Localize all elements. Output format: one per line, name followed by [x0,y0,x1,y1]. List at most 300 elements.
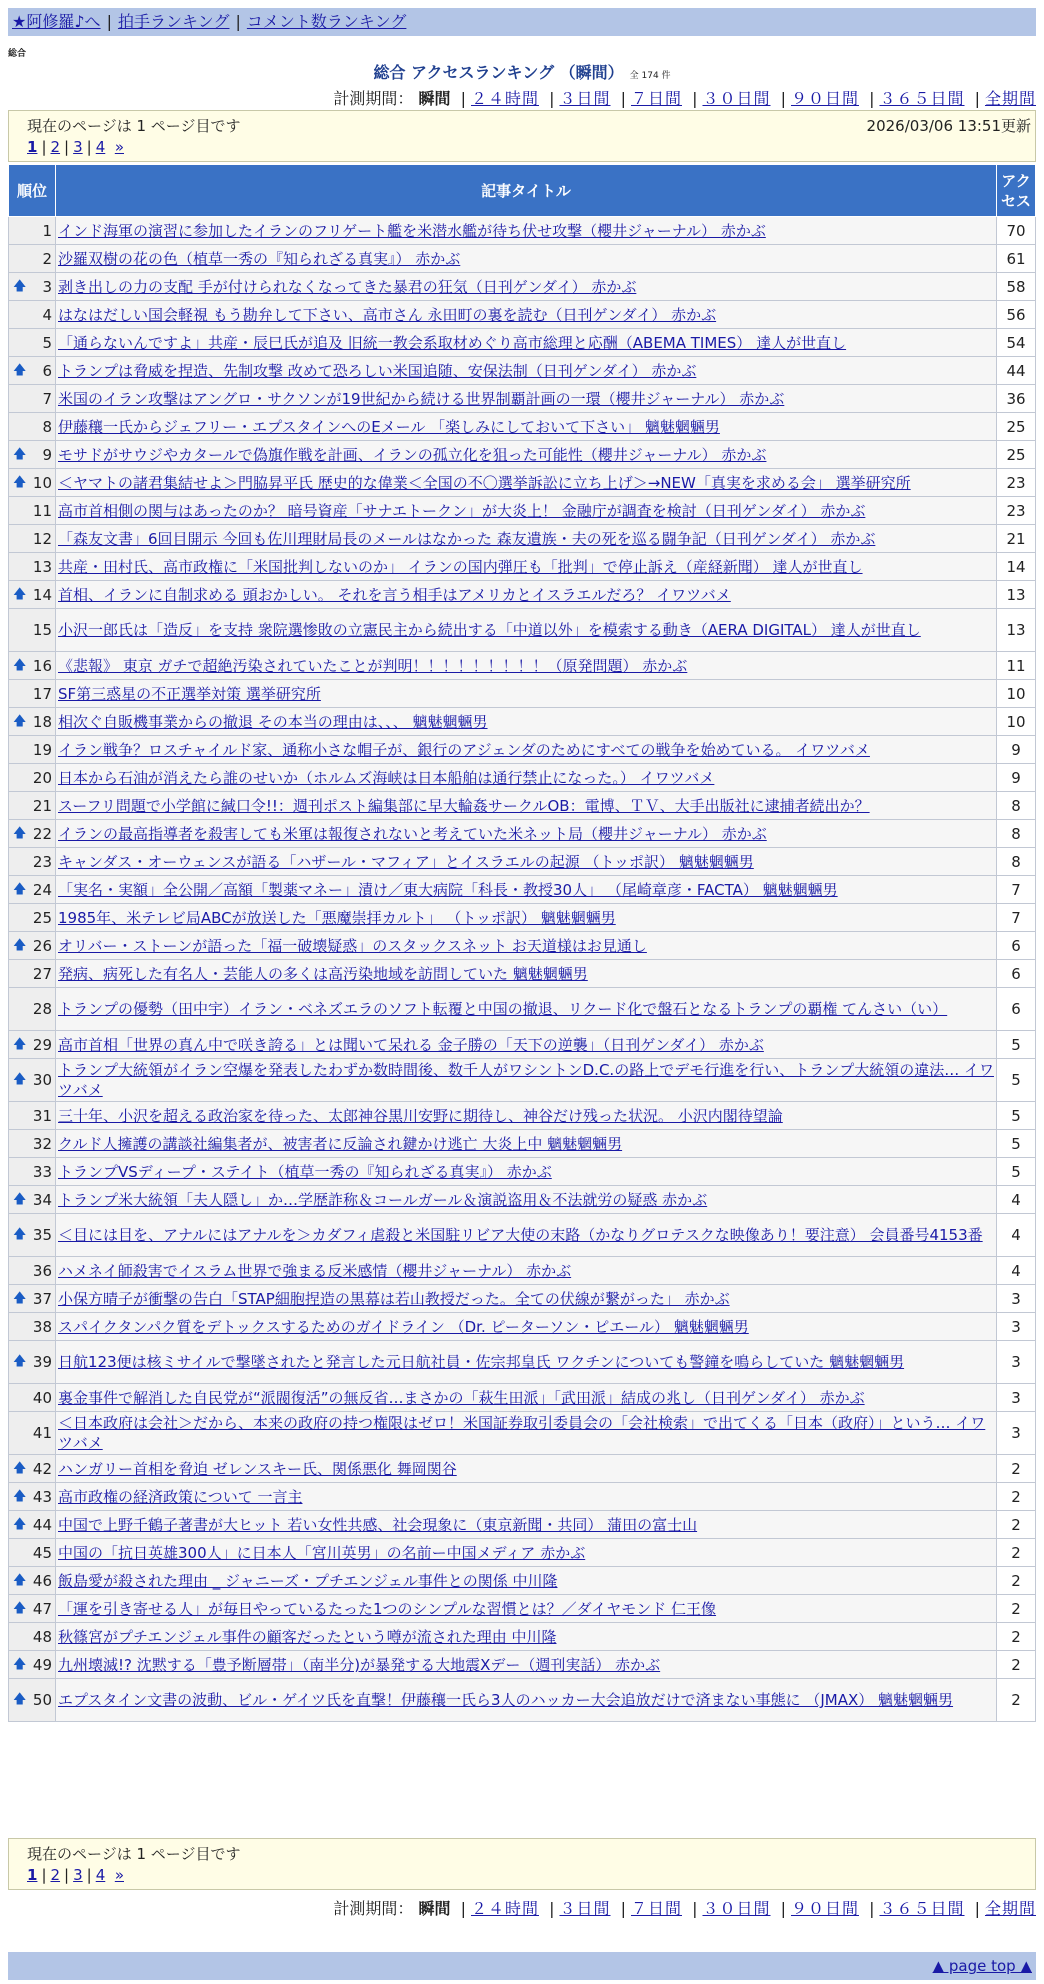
article-link[interactable]: 「通らないんですよ」共産・辰巳氏が追及 旧統一教会系取材めぐり高市総理と応酬（ABEMA TIMES） 達人が世直し [58,333,847,352]
rank-number: 32 [32,1134,52,1153]
article-link[interactable]: 高市首相「世界の真ん中で咲き誇る」とは聞いて呆れる 金子勝の「天下の逆襲」（日刊ゲンダイ） 赤かぶ [58,1035,764,1054]
title-cell [56,469,997,497]
up-arrow-icon: 🡅 [13,881,27,897]
up-arrow-icon: 🡅 [13,474,27,490]
rank-cell [9,1651,56,1679]
article-link[interactable]: インド海軍の演習に参加したイランのフリゲート艦を米潜水艦が待ち伏せ攻撃（櫻井ジャーナル） 赤かぶ [58,221,766,240]
table-row [9,736,1036,764]
table-row [9,1059,1036,1102]
rank-cell [9,988,56,1031]
table-row [9,1567,1036,1595]
period-365d-bottom[interactable]: ３６５日間 [879,1899,965,1918]
item-count: 全 174 件 [629,71,671,81]
title-cell [56,273,997,301]
rank-number: 30 [32,1071,52,1089]
table-row [9,1455,1036,1483]
page-2-link[interactable]: 2 [50,138,61,156]
table-row [9,652,1036,680]
period-all[interactable]: 全期間 [984,89,1036,108]
access-count: 21 [997,525,1036,553]
title-cell [56,876,997,904]
article-link[interactable]: 沙羅双樹の花の色（植草一秀の『知られざる真実』） 赤かぶ [58,249,461,268]
up-arrow-icon: 🡅 [13,362,27,378]
rank-number: 15 [32,621,52,639]
rank-cell [9,1341,56,1384]
article-link[interactable]: クルド人擁護の講談社編集者が、被害者に反論され鍵かけ逃亡 大炎上中 魑魅魍魎男 [58,1134,623,1153]
rank-number: 34 [32,1190,52,1209]
table-row [9,497,1036,525]
title-cell [56,1483,997,1511]
home-link[interactable]: ★阿修羅♪へ [12,12,101,31]
table-row [9,581,1036,609]
clap-ranking-link[interactable]: 拍手ランキング [117,12,230,31]
table-row [9,876,1036,904]
rank-cell [9,1031,56,1059]
rank-number: 8 [42,417,52,436]
title-cell [56,581,997,609]
page-4-link[interactable]: 4 [95,138,106,156]
article-link[interactable]: はなはだしい国会軽視 もう勘弁して下さい、高市さん 永田町の裏を読む（日刊ゲンダイ） 赤かぶ [58,305,717,324]
rank-cell [9,848,56,876]
article-link[interactable]: 米国のイラン攻撃はアングロ・サクソンが19世紀から続ける世界制覇計画の一環（櫻井ジャーナル） 赤かぶ [58,389,785,408]
up-arrow-icon: 🡅 [13,1191,27,1207]
rank-number: 36 [32,1261,52,1280]
table-row [9,1130,1036,1158]
comment-ranking-link[interactable]: コメント数ランキング [246,12,407,31]
article-link[interactable]: 高市政権の経済政策について 一言主 [58,1487,303,1506]
header-rank: 順位 [9,165,56,217]
rank-cell [9,764,56,792]
article-link[interactable]: 伊藤穰一氏からジェフリー・エプスタインへのEメール 「楽しみにしておいて下さい」 魑魅魍魎男 [58,417,720,436]
access-count: 6 [997,988,1036,1031]
table-row [9,792,1036,820]
rank-cell [9,1539,56,1567]
article-link[interactable]: 小保方晴子が衝撃の告白「STAP細胞捏造の黒幕は若山教授だった。全ての伏線が繋がった」 赤かぶ [58,1289,730,1308]
up-arrow-icon: 🡅 [13,1460,27,1476]
access-count: 8 [997,792,1036,820]
table-row [9,217,1036,245]
period-90d[interactable]: ９０日間 [790,89,859,108]
access-count: 36 [997,385,1036,413]
article-link[interactable]: オリバー・ストーンが語った「福一破壊疑惑」のスタックスネット お天道様はお見通し [58,936,647,955]
rank-cell [9,904,56,932]
rank-cell [9,1257,56,1285]
table-row [9,1483,1036,1511]
period-24h-bottom[interactable]: ２４時間 [470,1899,539,1918]
rank-number: 3 [42,277,52,296]
table-row [9,1623,1036,1651]
article-link[interactable]: キャンダス・オーウェンスが語る「ハザール・マフィア」とイスラエルの起源 （トッポ訳） 魑魅魍魎男 [58,852,754,871]
access-count: 2 [997,1623,1036,1651]
article-link[interactable]: トランプ米大統領「夫人隠し」か…学歴詐称＆コールガール＆演説盗用＆不法就労の疑惑 赤かぶ [58,1190,708,1209]
article-link[interactable]: イラン戦争？ロスチャイルド家、通称小さな帽子が、銀行のアジェンダのためにすべての戦争を始めている。 イワツバメ [58,740,870,759]
title-cell [56,904,997,932]
article-link[interactable]: トランプ大統領がイラン空爆を発表したわずか数時間後、数千人がワシントンD.C.の路上でデモ行進を行い、トランプ大統領の違法… イワツバメ [58,1061,994,1099]
title-cell [56,217,997,245]
period-current-bottom: 瞬間 [418,1899,451,1918]
article-link[interactable]: ハメネイ師殺害でイスラム世界で強まる反米感情（櫻井ジャーナル） 赤かぶ [58,1261,572,1280]
rank-number: 16 [32,656,52,675]
article-link[interactable]: 「実名・実額」全公開／高額「製薬マネー」漬け／東大病院「科長・教授30人」 （尾崎章彦・FACTA） 魑魅魍魎男 [58,880,838,899]
article-link[interactable]: 1985年、米テレビ局ABCが放送した「悪魔崇拝カルト」 （トッポ訳） 魑魅魍魎男 [58,908,616,927]
title-cell [56,385,997,413]
article-link[interactable]: 裏金事件で解消した自民党が“派閥復活”の無反省…まさかの「萩生田派」「武田派」結成の兆し（日刊ゲンダイ） 赤かぶ [58,1388,865,1407]
rank-number: 48 [32,1627,52,1646]
rank-number: 23 [32,852,52,871]
rank-number: 5 [42,333,52,352]
rank-number: 41 [32,1424,52,1442]
table-row [9,1031,1036,1059]
next-page-link-bottom[interactable]: » [114,1866,124,1884]
rank-cell [9,1313,56,1341]
title-cell [56,301,997,329]
next-page-link[interactable]: » [114,138,124,156]
table-row [9,1412,1036,1455]
access-count: 10 [997,680,1036,708]
period-all-bottom[interactable]: 全期間 [984,1899,1036,1918]
title-cell [56,1511,997,1539]
access-count: 8 [997,848,1036,876]
access-count: 2 [997,1539,1036,1567]
access-count: 7 [997,904,1036,932]
title-cell [56,1257,997,1285]
table-row [9,525,1036,553]
access-count: 5 [997,1130,1036,1158]
rank-cell [9,1102,56,1130]
up-arrow-icon: 🡅 [13,1516,27,1532]
rank-cell [9,1130,56,1158]
up-arrow-icon: 🡅 [13,1354,27,1369]
bottom-nav [8,1952,1036,1980]
rank-number: 46 [32,1571,52,1590]
rank-cell [9,1511,56,1539]
header-title: 記事タイトル [56,165,997,217]
article-link[interactable]: 共産・田村氏、高市政権に「米国批判しないのか」 イランの国内弾圧も「批判」で停止訴え（産経新聞） 達人が世直し [58,557,863,576]
rank-cell [9,413,56,441]
page-2-link-bottom[interactable]: 2 [50,1866,61,1884]
period-7d-bottom[interactable]: ７日間 [630,1899,682,1918]
title-cell [56,1595,997,1623]
access-count: 9 [997,764,1036,792]
rank-number: 22 [32,824,52,843]
rank-number: 14 [32,585,52,604]
period-3d[interactable]: ３日間 [559,89,611,108]
access-count: 6 [997,960,1036,988]
title-cell [56,525,997,553]
table-row [9,1651,1036,1679]
access-count: 11 [997,652,1036,680]
up-arrow-icon: 🡅 [13,1072,27,1087]
rank-cell [9,273,56,301]
rank-number: 2 [42,249,52,268]
rank-number: 7 [42,389,52,408]
rank-cell [9,301,56,329]
title-cell [56,1455,997,1483]
article-link[interactable]: 小沢一郎氏は「造反」を支持 衆院選惨敗の立憲民主から続出する「中道以外」を模索する動き（AERA DIGITAL） 達人が世直し [58,621,921,639]
rank-cell [9,357,56,385]
rank-cell [9,469,56,497]
access-count: 9 [997,736,1036,764]
rank-cell [9,553,56,581]
rank-cell [9,329,56,357]
page-title [0,60,1044,83]
article-link[interactable]: 九州壊滅!? 沈黙する「豊予断層帯」（南半分)が暴発する大地震Xデー（週刊実話） 赤かぶ [58,1655,661,1674]
rank-number: 26 [32,936,52,955]
rank-number: 31 [32,1106,52,1125]
rank-cell [9,876,56,904]
access-count: 23 [997,497,1036,525]
article-link[interactable]: ＜ヤマトの諸君集結せよ＞門脇昇平氏 歴史的な偉業＜全国の不〇選挙訴訟に立ち上げ＞→NEW「真実を求める会」 選挙研究所 [58,473,911,492]
table-row [9,1511,1036,1539]
rank-number: 40 [32,1388,52,1407]
up-arrow-icon: 🡅 [13,825,27,841]
table-row [9,1102,1036,1130]
table-row [9,329,1036,357]
article-link[interactable]: ハンガリー首相を脅迫 ゼレンスキー氏、関係悪化 舞岡関谷 [58,1459,457,1478]
article-link[interactable]: 中国で上野千鶴子著書が大ヒット 若い女性共感、社会現象に（東京新聞・共同） 蒲田の富士山 [58,1515,698,1534]
article-link[interactable]: 相次ぐ自販機事業からの撤退 その本当の理由は、、、 魑魅魍魎男 [58,712,488,731]
title-cell [56,1059,997,1102]
access-count: 5 [997,1059,1036,1102]
period-30d-bottom[interactable]: ３０日間 [702,1899,771,1918]
title-cell [56,848,997,876]
rank-cell [9,217,56,245]
article-link[interactable]: 発病、病死した有名人・芸能人の多くは高汚染地域を訪問していた 魑魅魍魎男 [58,964,588,983]
article-link[interactable]: トランプVSディープ・ステイト（植草一秀の『知られざる真実』） 赤かぶ [58,1162,552,1181]
access-count: 54 [997,329,1036,357]
table-row [9,1595,1036,1623]
table-row [9,469,1036,497]
rank-cell [9,245,56,273]
up-arrow-icon: 🡅 [13,586,27,602]
title-cell [56,960,997,988]
rank-number: 28 [32,1000,52,1018]
article-link[interactable]: SF第三惑星の不正選挙対策 選挙研究所 [58,684,321,703]
article-link[interactable]: ＜目には目を、アナルにはアナルを＞カダフィ虐殺と米国駐リビア大使の末路（かなりグロテスクな映像あり！要注意） 会員番号4153番 [58,1226,983,1244]
article-link[interactable]: イランの最高指導者を殺害しても米軍は報復されないと考えていた米ネット局（櫻井ジャーナル） 赤かぶ [58,824,767,843]
rank-cell [9,820,56,848]
table-row [9,848,1036,876]
title-cell [56,1651,997,1679]
up-arrow-icon: 🡅 [13,1227,27,1242]
table-row [9,904,1036,932]
table-row [9,764,1036,792]
table-row [9,1539,1036,1567]
access-count: 7 [997,876,1036,904]
article-link[interactable]: 「運を引き寄せる人」が毎日やっているたった1つのシンプルな習慣とは？／ダイヤモンド 仁王像 [58,1599,717,1618]
article-link[interactable]: 《悲報》 東京 ガチで超絶汚染されていたことが判明！！！！！！！！！（原発問題） 赤かぶ [58,656,688,675]
table-row [9,988,1036,1031]
up-arrow-icon: 🡅 [13,1036,27,1052]
page-top-link[interactable]: ▲ page top ▲ [932,1957,1032,1975]
title-cell [56,1214,997,1257]
up-arrow-icon: 🡅 [13,713,27,729]
title-cell [56,413,997,441]
title-cell [56,764,997,792]
article-link[interactable]: 「森友文書」6回目開示 今回も佐川理財局長のメールはなかった 森友遺族・夫の死を巡る闘争記（日刊ゲンダイ） 赤かぶ [58,529,876,548]
access-count: 3 [997,1412,1036,1455]
rank-cell [9,1285,56,1313]
title-cell [56,1679,997,1722]
table-row [9,441,1036,469]
title-cell [56,820,997,848]
access-count: 4 [997,1214,1036,1257]
title-cell [56,652,997,680]
table-row [9,1313,1036,1341]
rank-number: 43 [32,1487,52,1506]
top-nav: ★阿修羅♪へ | 拍手ランキング | コメント数ランキング [8,8,1036,36]
page-title-text: 総合 アクセスランキング （瞬間） [373,63,624,82]
table-row [9,1384,1036,1412]
ranking-table [8,164,1036,1722]
rank-cell [9,1059,56,1102]
up-arrow-icon: 🡅 [13,1692,27,1707]
rank-cell [9,680,56,708]
period-30d[interactable]: ３０日間 [702,89,771,108]
title-cell [56,245,997,273]
access-count: 3 [997,1313,1036,1341]
current-page-text-bottom: 現在のページは 1 ページ目です [27,1845,241,1863]
access-count: 8 [997,820,1036,848]
article-link[interactable]: 首相、イランに自制求める 頭おかしい。 それを言う相手はアメリカとイスラエルだろ？ イワツバメ [58,585,731,604]
table-row [9,1679,1036,1722]
rank-cell [9,1384,56,1412]
title-cell [56,1341,997,1384]
access-count: 5 [997,1031,1036,1059]
article-link[interactable]: ＜日本政府は会社＞だから、本来の政府の持つ権限はゼロ！米国証券取引委員会の「会社検索」で出てくる「日本（政府）」という… イワツバメ [58,1414,986,1452]
updated-time: 2026/03/06 13:51更新 [866,117,1031,135]
rank-number: 9 [42,445,52,464]
access-count: 6 [997,932,1036,960]
table-row [9,273,1036,301]
period-365d[interactable]: ３６５日間 [879,89,965,108]
table-row [9,385,1036,413]
up-arrow-icon: 🡅 [13,446,27,462]
access-count: 10 [997,708,1036,736]
rank-cell [9,1186,56,1214]
article-link[interactable]: 三十年、小沢を超える政治家を待った、太郎神谷黒川安野に期待し、神谷だけ残った状況。 小沢内閣待望論 [58,1106,783,1125]
rank-number: 11 [32,501,52,520]
period-24h[interactable]: ２４時間 [470,89,539,108]
rank-number: 24 [32,880,52,899]
up-arrow-icon: 🡅 [13,278,27,294]
rank-number: 17 [32,684,52,703]
table-row [9,1186,1036,1214]
table-row [9,1285,1036,1313]
article-link[interactable]: トランプは脅威を捏造、先制攻撃 改めて恐ろしい米国追随、安保法制（日刊ゲンダイ） 赤かぶ [58,361,697,380]
rank-number: 45 [32,1543,52,1562]
rank-cell [9,1158,56,1186]
title-cell [56,680,997,708]
rank-number: 20 [32,768,52,787]
article-link[interactable]: エプスタイン文書の波動、ビル・ゲイツ氏を直撃！伊藤穰一氏ら3人のハッカー大会追放だけで済まない事態に （JMAX） 魑魅魍魎男 [58,1691,954,1709]
title-cell [56,932,997,960]
title-cell [56,1102,997,1130]
article-link[interactable]: 秋篠宮がプチエンジェル事件の顧客だったという噂が流された理由 中川隆 [58,1627,557,1646]
access-count: 25 [997,441,1036,469]
table-row [9,1158,1036,1186]
period-selector-top: 計測期間： 瞬間 | ２４時間 | ３日間 | ７日間 | ３０日間 | ９０日間 | ３６５日間 | 全期間 [333,89,1036,108]
up-arrow-icon: 🡅 [13,1488,27,1504]
access-count: 2 [997,1679,1036,1722]
page-1-link[interactable]: 1 [27,138,38,156]
table-row [9,245,1036,273]
table-row [9,357,1036,385]
rank-cell [9,525,56,553]
rank-cell [9,932,56,960]
pager-top: 1 | 2 | 3 | 4 » [27,138,124,156]
period-7d[interactable]: ７日間 [630,89,682,108]
up-arrow-icon: 🡅 [13,1656,27,1672]
ranking-body [9,217,1036,1722]
access-count: 2 [997,1651,1036,1679]
table-row [9,932,1036,960]
period-90d-bottom[interactable]: ９０日間 [790,1899,859,1918]
page-1-link-bottom[interactable]: 1 [27,1866,38,1884]
page-3-link-bottom[interactable]: 3 [73,1866,83,1884]
article-link[interactable]: スーフリ問題で小学館に緘口令!!：週刊ポスト編集部に早大輪姦サークルOB：電博、ＴＶ、大手出版社に逮捕者続出か？ [58,796,870,815]
access-count: 2 [997,1455,1036,1483]
rank-number: 25 [32,908,52,927]
access-count: 4 [997,1257,1036,1285]
access-count: 58 [997,273,1036,301]
rank-cell [9,1455,56,1483]
up-arrow-icon: 🡅 [13,1572,27,1588]
access-count: 56 [997,301,1036,329]
article-link[interactable]: モサドがサウジやカタールで偽旗作戦を計画、イランの孤立化を狙った可能性（櫻井ジャーナル） 赤かぶ [58,445,767,464]
table-row [9,553,1036,581]
article-link[interactable]: 高市首相側の関与はあったのか？ 暗号資産「サナエトークン」が大炎上！ 金融庁が調査を検討（日刊ゲンダイ） 赤かぶ [58,501,866,520]
rank-number: 42 [32,1459,52,1478]
article-link[interactable]: トランプの優勢（田中宇）イラン・ベネズエラのソフト転覆と中国の撤退、リクード化で盤石となるトランプの覇権 てんさい（い） [58,1000,948,1018]
article-link[interactable]: 日本から石油が消えたら誰のせいか（ホルムズ海峡は日本船舶は通行禁止になった。） イワツバメ [58,768,715,787]
title-cell [56,329,997,357]
access-count: 3 [997,1341,1036,1384]
article-link[interactable]: 日航123便は核ミサイルで撃墜されたと発言した元日航社員・佐宗邦皇氏 ワクチンについても警鐘を鳴らしていた 魑魅魍魎男 [58,1353,905,1371]
article-link[interactable]: 中国の「抗日英雄300人」に日本人「宮川英男」の名前ー中国メディア 赤かぶ [58,1543,586,1562]
rank-number: 4 [42,305,52,324]
access-count: 13 [997,609,1036,652]
access-count: 70 [997,217,1036,245]
rank-number: 19 [32,740,52,759]
rank-number: 39 [32,1353,52,1371]
article-link[interactable]: スパイクタンパク質をデトックスするためのガイドライン （Dr. ピーターソン・ピエール） 魑魅魍魎男 [58,1317,749,1336]
up-arrow-icon: 🡅 [13,657,27,673]
page-info-top [8,110,1036,162]
article-link[interactable]: 飯島愛が殺された理由 _ ジャニーズ・プチエンジェル事件との関係 中川隆 [58,1571,558,1590]
rank-number: 33 [32,1162,52,1181]
title-cell [56,1539,997,1567]
pager-bottom: 1 | 2 | 3 | 4 » [27,1866,124,1884]
rank-number: 35 [32,1226,52,1244]
rank-cell [9,497,56,525]
page-3-link[interactable]: 3 [73,138,83,156]
title-cell [56,1384,997,1412]
rank-number: 37 [32,1289,52,1308]
rank-cell [9,960,56,988]
access-count: 2 [997,1511,1036,1539]
period-3d-bottom[interactable]: ３日間 [559,1899,611,1918]
rank-cell [9,1412,56,1455]
article-link[interactable]: 剥き出しの力の支配 手が付けられなくなってきた暴君の狂気（日刊ゲンダイ） 赤かぶ [58,277,637,296]
rank-cell [9,1567,56,1595]
rank-number: 21 [32,796,52,815]
rank-cell [9,609,56,652]
title-cell [56,441,997,469]
page-4-link-bottom[interactable]: 4 [95,1866,106,1884]
access-count: 2 [997,1595,1036,1623]
table-row [9,708,1036,736]
